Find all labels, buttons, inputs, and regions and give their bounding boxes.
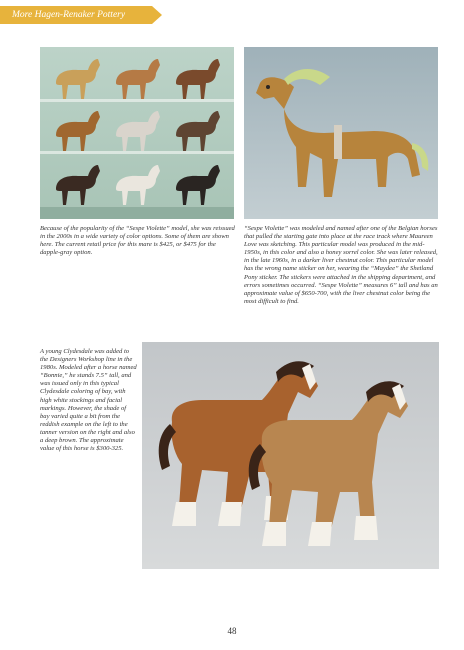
caption-top-right: “Sespe Violette” was modeled and named after one of the Belgian horses that pulled the starting gate into place at the race track where Maureen Love was sketching. This particular model was produced in the mid-1950s, in this color and also a honey sorrel color. She was later released, in the late 1960s, in a darker liver chestnut color. This particular model has the wrong name sticker on her, wearing the “Maydee” the Shetland Pony sticker. The stickers were attached in the shipping department, and errors sometimes occurred. “Sespe Violette” measures 6” tall and has an approximate value of $650-700, with the liver chestnut color being the most difficult to find.: [244, 225, 438, 305]
photo-figurine-shelf: [40, 47, 234, 219]
caption-bottom-left: A young Clydesdale was added to the Designers Workshop line in the 1980s. Modeled after a horse named “Bonnie,” he stands 7.5” tall, and was issued only in this typical Clydesdale coloring of bay, with high white stockings and facial markings. However, the shade of bay varied quite a bit from the reddish example on the left to the tanner version on the right and also a deep brown. The approximate value of this horse is $300-325.: [40, 348, 137, 453]
page-number: 48: [227, 626, 237, 636]
photo-clydesdales: [142, 342, 439, 569]
running-header: More Hagen-Renaker Pottery: [0, 6, 152, 24]
caption-top-left: Because of the popularity of the “Sespe Violette” model, she was reissued in the 2000s in a wide variety of color options. Some of them are shown here. The current retail price for this mare is $425, or $475 for the dapple-gray option.: [40, 225, 235, 257]
photo-sespe-violette: [244, 47, 438, 219]
